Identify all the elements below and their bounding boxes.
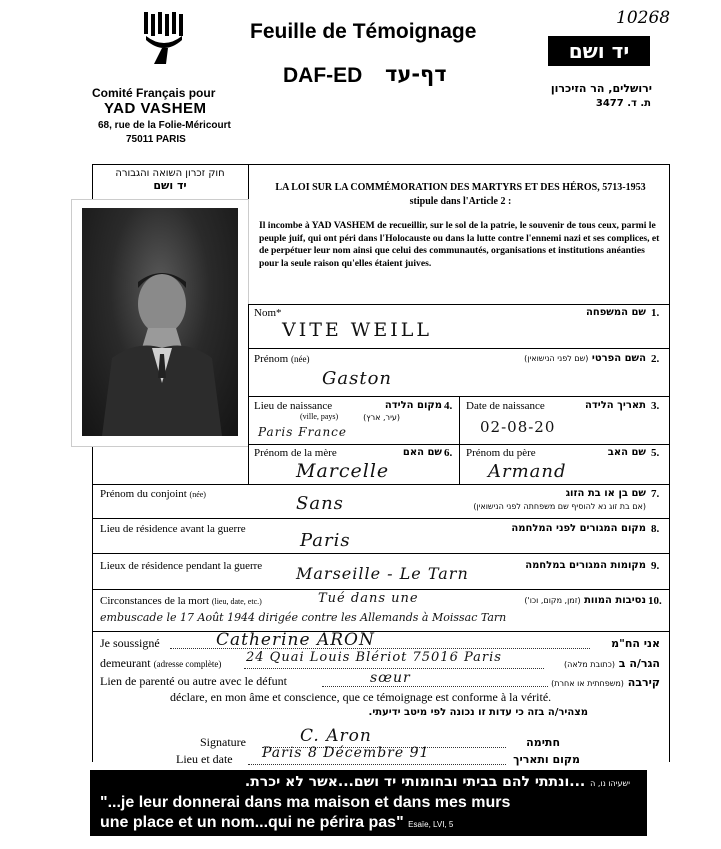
circonstances-label: Circonstances de la mort (lieu, date, etc.) bbox=[100, 595, 262, 607]
soussigne-label: Je soussigné bbox=[100, 636, 160, 650]
banner-french-line2: une place et un nom...qui ne périra pas" Esaïe, LVI, 5 bbox=[100, 814, 454, 831]
org-name: Comité Français pour bbox=[92, 86, 216, 100]
form-subtitle-latin: DAF-ED bbox=[283, 64, 363, 87]
residence-avant-hebrew-label: מקום המגורים לפני המלחמה bbox=[511, 523, 646, 534]
org-address-line1: 68, rue de la Folie-Méricourt bbox=[98, 120, 231, 131]
signature-hebrew-label: חתימה bbox=[526, 736, 560, 749]
lieu-date-label: Lieu et date bbox=[176, 752, 233, 766]
parente-label: Lien de parenté ou autre avec le défunt bbox=[100, 674, 287, 688]
residence-pendant-label: Lieux de résidence pendant la guerre bbox=[100, 560, 263, 572]
lieu-naissance-label: Lieu de naissance bbox=[254, 400, 333, 412]
handwritten-number: 10268 bbox=[616, 8, 671, 28]
po-box: ת. ד. 3477 bbox=[595, 98, 651, 109]
org-address-line2: 75011 PARIS bbox=[126, 134, 186, 145]
yadvashem-logo-hebrew: יד ושם bbox=[548, 36, 650, 66]
law-yadvashem-hebrew: יד ושם bbox=[153, 179, 187, 192]
prenom-pere-hebrew-label: שם האב bbox=[607, 447, 646, 458]
org-name-yadvashem: YAD VASHEM bbox=[104, 100, 207, 117]
lieu-naissance-number: 4. bbox=[444, 400, 453, 412]
jerusalem-line: ירושלים, הר הזיכרון bbox=[550, 82, 652, 95]
banner-hebrew-quote: ישעיהו נו, ה ...ונתתי להם בביתי ובחומותי יד ושם...אשר לא יכרת. bbox=[244, 774, 630, 790]
lieu-naissance-hebrew-label: מקום הלידה bbox=[384, 400, 442, 411]
prenom-number: 2. bbox=[651, 353, 660, 365]
nom-number: 1. bbox=[651, 307, 660, 319]
law-box-hebrew bbox=[92, 164, 249, 202]
parente-value: sœur bbox=[370, 670, 411, 686]
lieu-naissance-sub: (ville, pays) bbox=[300, 412, 339, 421]
prenom-value: Gaston bbox=[322, 368, 393, 389]
conjoint-hebrew-label: שם בן או בת הזוג bbox=[565, 488, 646, 499]
nom-value: VITE WEILL bbox=[282, 319, 432, 341]
date-naissance-label: Date de naissance bbox=[466, 400, 545, 412]
nom-label: Nom* bbox=[254, 307, 282, 319]
residence-avant-value: Paris bbox=[300, 530, 351, 551]
menorah-logo bbox=[142, 10, 188, 66]
parente-hebrew-label: קירבה (משפחתית או אחרת) bbox=[551, 676, 660, 689]
circonstances-number: 10. bbox=[648, 595, 662, 607]
circonstances-value-line1: Tué dans une bbox=[318, 591, 419, 606]
date-naissance-hebrew-label: תאריך הלידה bbox=[585, 400, 646, 411]
law-hebrew: חוק זכרון השואה והגבורה bbox=[115, 168, 225, 179]
form-title: Feuille de Témoignage bbox=[250, 20, 477, 43]
law-text: Il incombe à YAD VASHEM de recueillir, sur le sol de la patrie, le souvenir de tous ceux, parmi le peuple juif, qui ont péri dans l'Holocauste ou dans la lutte contre l'ennemi nazi et ses complices, et de perpétuer leur nom ainsi que celui des communautés, organisations et institutions anéanties pour la seule raison qu'elles étaient juives. bbox=[259, 220, 660, 269]
residence-pendant-value: Marseille - Le Tarn bbox=[296, 564, 469, 583]
circonstances-hebrew-label: נסיבות המוות (זמן, מקום, וכו') bbox=[524, 595, 646, 606]
isaiah-quote-banner bbox=[90, 770, 647, 836]
conjoint-value: Sans bbox=[296, 493, 344, 514]
prenom-pere-label: Prénom du père bbox=[466, 447, 536, 459]
lieu-naissance-value: Paris France bbox=[258, 425, 348, 439]
prenom-label: Prénom (née) bbox=[254, 353, 310, 365]
nom-hebrew-label: שם המשפחה bbox=[585, 307, 646, 318]
signature-label: Signature bbox=[200, 735, 246, 749]
demeurant-value: 24 Quai Louis Blériot 75016 Paris bbox=[246, 650, 502, 665]
portrait-photo bbox=[72, 200, 248, 446]
prenom-mere-hebrew-label: שם האם bbox=[402, 447, 442, 458]
soussigne-hebrew-label: אני הח"מ bbox=[611, 637, 660, 650]
prenom-mere-value: Marcelle bbox=[296, 460, 390, 482]
lieu-date-value: Paris 8 Décembre 91 bbox=[262, 745, 430, 761]
banner-french-line1: "...je leur donnerai dans ma maison et dans mes murs bbox=[100, 794, 511, 811]
prenom-mere-label: Prénom de la mère bbox=[254, 447, 337, 459]
form-subtitle-hebrew: דף-עד bbox=[385, 62, 447, 86]
declaration-text: déclare, en mon âme et conscience, que ce témoignage est conforme à la vérité. bbox=[170, 690, 552, 704]
date-naissance-number: 3. bbox=[651, 400, 660, 412]
residence-avant-label: Lieu de résidence avant la guerre bbox=[100, 523, 246, 535]
lieu-naissance-hebrew-sub: (עיר, ארץ) bbox=[363, 413, 400, 422]
residence-pendant-hebrew-label: מקומות המגורים במלחמה bbox=[525, 560, 646, 571]
residence-avant-number: 8. bbox=[651, 523, 660, 535]
signature-value: C. Aron bbox=[300, 726, 372, 746]
prenom-pere-number: 5. bbox=[651, 447, 660, 459]
lieu-date-hebrew-label: מקום ותאריך bbox=[513, 753, 580, 766]
demeurant-label: demeurant (adresse complète) bbox=[100, 656, 222, 670]
residence-pendant-number: 9. bbox=[651, 560, 660, 572]
conjoint-hebrew-sub: (אם בת זוג נא להוסיף שם משפחתה לפני הנישואין) bbox=[473, 502, 646, 511]
conjoint-label: Prénom du conjoint (née) bbox=[100, 488, 206, 500]
declaration-hebrew: מצהיר/ה בזה כי עדות זו נכונה לפי מיטב ידיעתי. bbox=[368, 707, 588, 718]
date-naissance-value: 02-08-20 bbox=[480, 418, 556, 436]
circonstances-value-line2: embuscade le 17 Août 1944 dirigée contre les Allemands à Moissac Tarn bbox=[100, 611, 507, 624]
prenom-pere-value: Armand bbox=[488, 461, 567, 482]
prenom-mere-number: 6. bbox=[444, 447, 453, 459]
demeurant-hebrew-label: הגר/ה ב (כתובת מלאה) bbox=[564, 657, 660, 670]
conjoint-number: 7. bbox=[651, 488, 660, 500]
prenom-hebrew-label: השם הפרטי (שם לפני הנישואין) bbox=[524, 353, 646, 364]
law-subtitle: stipule dans l'Article 2 : bbox=[409, 196, 512, 207]
soussigne-value: Catherine ARON bbox=[216, 630, 375, 650]
law-title: LA LOI SUR LA COMMÉMORATION DES MARTYRS ET DES HÉROS, 5713-1953 bbox=[275, 182, 646, 193]
